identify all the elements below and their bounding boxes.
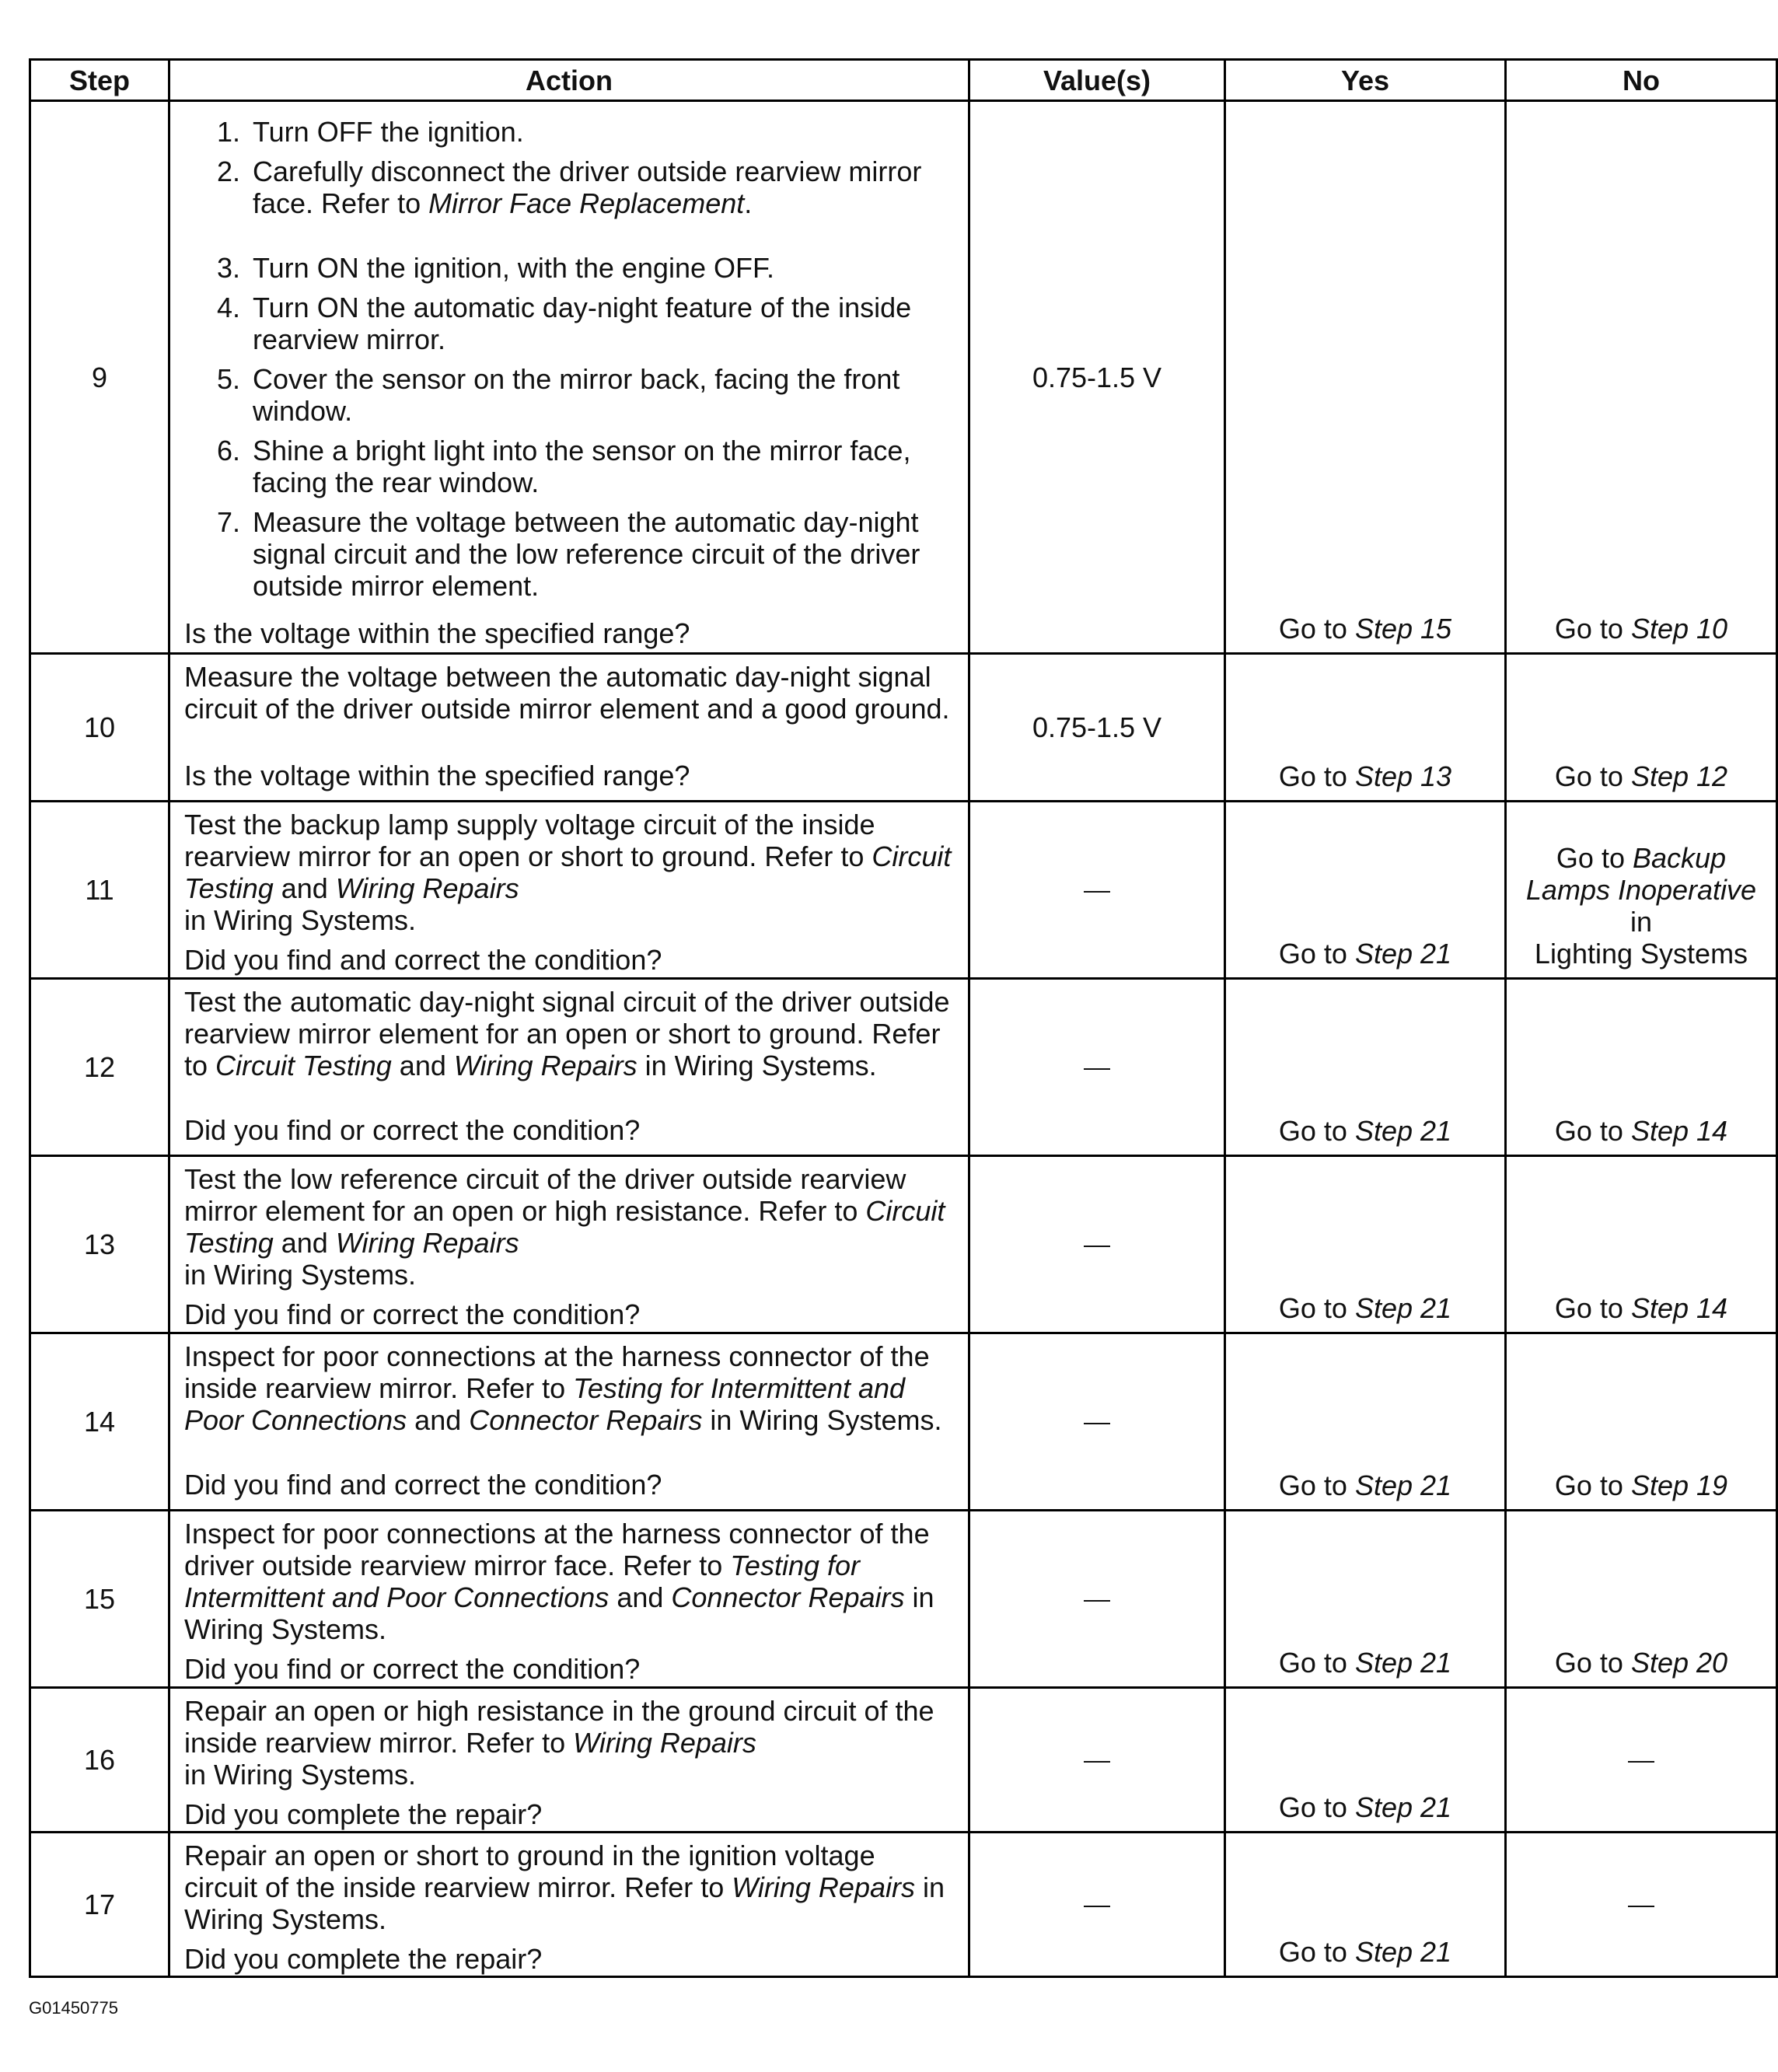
value-cell [969,1333,1225,1511]
yes-cell: Go to Step 21 [1225,1333,1506,1511]
step-number: 15 [30,1511,169,1688]
dash-mark [1084,1906,1110,1907]
no-cell-reference: Backup Lamps Inoperative [1525,842,1757,906]
action-description: Test the backup lamp supply voltage circuit of the inside rearview mirror for an open or short to ground. Refer to Circuit Testing and Wiring Repairs in Wiring Systems. [184,809,952,936]
no-cell-reference: Step 14 [1630,1115,1728,1147]
action-description: Inspect for poor connections at the harness connector of the driver outside rearview mirror face. Refer to Testing for Intermittent and Poor Connections and Connector Repairs in Wiring Systems. [184,1518,934,1645]
action-question: Did you find and correct the condition? [184,944,662,976]
action-question: Did you complete the repair? [184,1798,543,1830]
step-number: 10 [30,654,169,802]
step-number: 14 [30,1333,169,1511]
no-cell-reference: Step 10 [1630,613,1728,645]
yes-cell: Go to Step 15 [1225,101,1506,654]
action-cell [169,1833,969,1977]
action-description-reference: Wiring Repairs [453,1050,637,1081]
no-cell: Go to Step 20 [1506,1511,1777,1688]
yes-cell: Go to Step 21 [1225,1688,1506,1833]
dash-mark [1084,1246,1110,1247]
table-row [30,654,1777,802]
action-description-reference: Circuit Testing [215,1050,392,1081]
header-step: Step [30,60,169,101]
no-cell-reference: Step 19 [1630,1469,1728,1501]
step-number: 16 [30,1688,169,1833]
action-question: Did you find and correct the condition? [184,1469,662,1501]
action-description: Repair an open or short to ground in the ignition voltage circuit of the inside rearview mirror. Refer to Wiring Repairs in Wiring Systems. [184,1840,945,1935]
dash-mark [1628,1761,1654,1763]
action-description: Test the low reference circuit of the driver outside rearview mirror element for an open or high resistance. Refer to Circuit Testing and Wiring Repairs in Wiring Systems. [184,1163,945,1291]
header-yes: Yes [1225,60,1506,101]
table-row [30,1333,1777,1511]
no-cell: Go to Step 12 [1506,654,1777,802]
dash-mark [1084,1761,1110,1763]
step-number: 13 [30,1156,169,1333]
action-cell [169,1333,969,1511]
action-question: Is the voltage within the specified range? [184,617,690,649]
yes-cell-reference: Step 15 [1354,613,1452,645]
no-cell [1506,1688,1777,1833]
procedure-step-reference: Mirror Face Replacement [428,187,745,219]
action-description-reference: Circuit Testing [184,840,952,904]
action-description-reference: Testing for Intermittent and Poor Connections [184,1550,860,1613]
header-no: No [1506,60,1777,101]
yes-cell: Go to Step 21 [1225,1156,1506,1333]
step-number: 12 [30,979,169,1156]
dash-mark [1084,1600,1110,1602]
dash-mark [1628,1906,1654,1907]
no-cell: Go to Backup Lamps Inoperative in Lighting Systems [1506,802,1777,979]
yes-cell-reference: Step 21 [1354,1469,1452,1501]
action-description-reference: Testing for Intermittent and Poor Connections [184,1372,906,1436]
yes-cell-reference: Step 21 [1354,1647,1452,1679]
step-number: 9 [30,101,169,654]
figure-code: G01450775 [29,1998,118,2018]
value-cell [969,979,1225,1156]
action-description: Inspect for poor connections at the harness connector of the inside rearview mirror. Refer to Testing for Intermittent and Poor Connections and Connector Repairs in Wiring Systems. [184,1340,942,1436]
action-description: Repair an open or high resistance in the ground circuit of the inside rearview mirror. Refer to Wiring Repairs in Wiring Systems. [184,1695,934,1791]
yes-cell-reference: Step 13 [1354,760,1452,792]
action-question: Did you find or correct the condition? [184,1114,641,1146]
dash-mark [1084,891,1110,893]
no-cell: Go to Step 14 [1506,1156,1777,1333]
value-cell: 0.75-1.5 V [969,101,1225,654]
procedure-step: 5. Cover the sensor on the mirror back, facing the front window. [248,363,954,427]
action-description: Test the automatic day-night signal circuit of the driver outside rearview mirror element for an open or short to ground. Refer to Circuit Testing and Wiring Repairs in Wiring Systems. [184,986,950,1081]
action-description-reference: Wiring Repairs [335,1227,519,1259]
no-cell-reference: Step 20 [1630,1647,1728,1679]
diagnostic-table [29,58,1778,1978]
yes-cell-reference: Step 21 [1354,1936,1452,1968]
step-number: 17 [30,1833,169,1977]
table-row [30,979,1777,1156]
procedure-step: 6. Shine a bright light into the sensor on the mirror face, facing the rear window. [248,435,954,498]
header-values: Value(s) [969,60,1225,101]
value-cell [969,1688,1225,1833]
yes-cell: Go to Step 21 [1225,979,1506,1156]
no-cell [1506,1833,1777,1977]
procedure-step: 2. Carefully disconnect the driver outside rearview mirror face. Refer to Mirror Face Replacement. [248,155,954,219]
value-cell [969,1833,1225,1977]
action-question: Did you find or correct the condition? [184,1653,641,1685]
no-cell-reference: Step 14 [1630,1292,1728,1324]
procedure-step: 7. Measure the voltage between the automatic day-night signal circuit and the low reference circuit of the driver outside mirror element. [248,506,954,602]
value-cell [969,802,1225,979]
value-cell: 0.75-1.5 V [969,654,1225,802]
yes-cell: Go to Step 21 [1225,1511,1506,1688]
yes-cell: Go to Step 21 [1225,1833,1506,1977]
action-cell [169,1156,969,1333]
yes-cell: Go to Step 21 [1225,802,1506,979]
table-row [30,1156,1777,1333]
action-description-reference: Wiring Repairs [573,1727,756,1759]
table-row [30,1833,1777,1977]
action-description: Measure the voltage between the automatic day-night signal circuit of the driver outside mirror element and a good ground. [184,661,950,725]
action-cell [169,1511,969,1688]
header-row [30,60,1777,101]
action-question: Is the voltage within the specified range? [184,760,690,791]
yes-cell-reference: Step 21 [1354,1791,1452,1823]
table-row [30,101,1777,654]
value-cell [969,1511,1225,1688]
yes-cell-reference: Step 21 [1354,938,1452,970]
dash-mark [1084,1423,1110,1424]
action-description-reference: Circuit Testing [184,1195,945,1259]
procedure-list [184,116,954,602]
table-body [30,101,1777,1977]
action-description-reference: Wiring Repairs [732,1871,915,1903]
action-cell [169,1688,969,1833]
no-cell-reference: Step 12 [1630,760,1728,792]
yes-cell-reference: Step 21 [1354,1292,1452,1324]
action-question: Did you complete the repair? [184,1943,543,1975]
table-row [30,1511,1777,1688]
procedure-step: 1. Turn OFF the ignition. [248,116,954,148]
yes-cell: Go to Step 13 [1225,654,1506,802]
yes-cell-reference: Step 21 [1354,1115,1452,1147]
action-cell [169,979,969,1156]
no-cell: Go to Step 19 [1506,1333,1777,1511]
action-cell [169,802,969,979]
action-description-reference: Connector Repairs [671,1581,905,1613]
table-row [30,802,1777,979]
header-action: Action [169,60,969,101]
action-question: Did you find or correct the condition? [184,1298,641,1330]
procedure-step: 3. Turn ON the ignition, with the engine OFF. [248,252,954,284]
dash-mark [1084,1068,1110,1070]
no-cell: Go to Step 10 [1506,101,1777,654]
step-number: 11 [30,802,169,979]
value-cell [969,1156,1225,1333]
action-cell [169,101,969,654]
no-cell: Go to Step 14 [1506,979,1777,1156]
action-description-reference: Connector Repairs [469,1404,703,1436]
action-description-reference: Wiring Repairs [335,872,519,904]
table-row [30,1688,1777,1833]
action-cell [169,654,969,802]
procedure-step: 4. Turn ON the automatic day-night feature of the inside rearview mirror. [248,292,954,355]
